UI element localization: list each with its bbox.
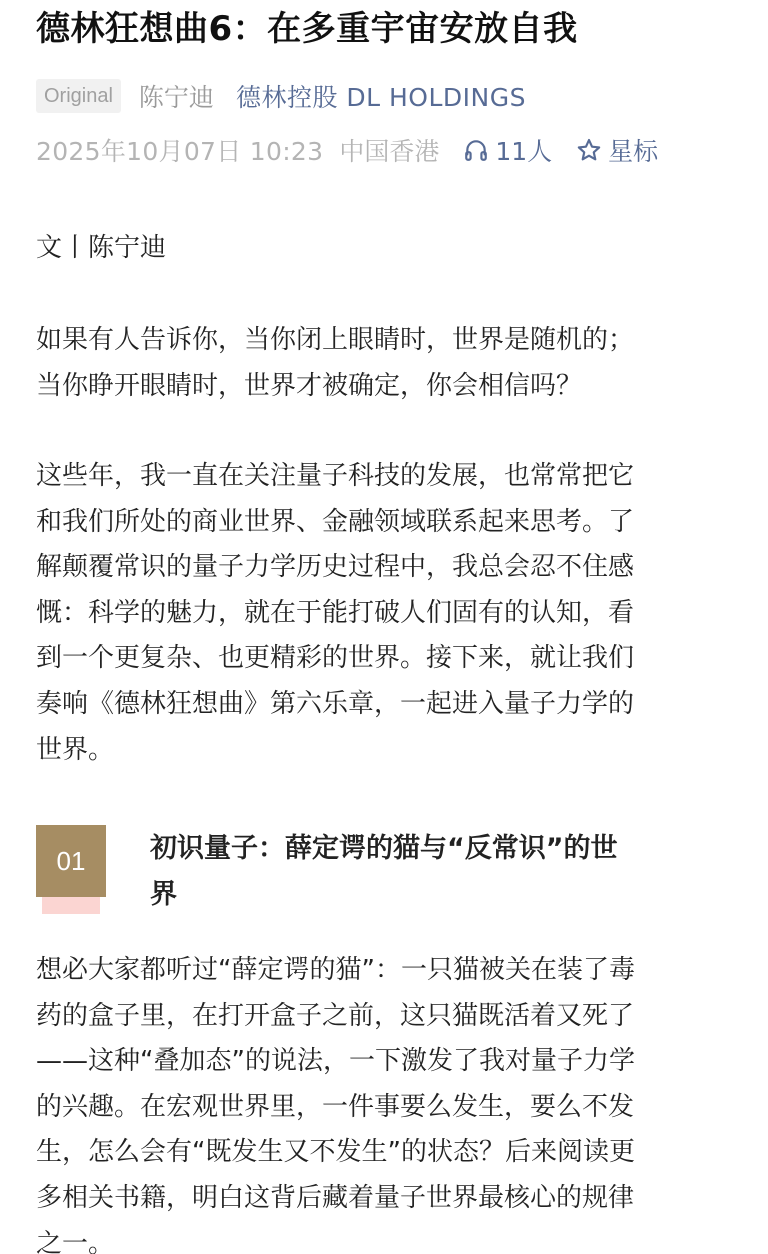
section-number-badge: 01	[36, 825, 106, 897]
star-button[interactable]	[576, 132, 658, 168]
section-number-accent	[42, 897, 100, 914]
star-label: 星标	[608, 137, 659, 166]
paragraph-line: 解颠覆常识的量子力学历史过程中，我总会忍不住感	[36, 552, 635, 583]
paragraph-line: 到一个更复杂、也更精彩的世界。接下来，就让我们	[36, 643, 635, 674]
star-outline-icon	[576, 137, 602, 163]
paragraph-line: 之一。	[36, 1228, 115, 1254]
publish-location: 中国香港	[339, 137, 440, 166]
paragraph-context	[36, 454, 736, 773]
paragraph-line: 药的盒子里，在打开盒子之前，这只猫既活着又死了	[36, 1000, 635, 1031]
original-badge: Original	[36, 79, 121, 113]
section-heading-line: 初识量子：薛定谔的猫与“反常识”的世	[150, 833, 618, 864]
paragraph-line: 慨：科学的魅力，就在于能打破人们固有的认知，看	[36, 597, 635, 628]
article-byline: 文丨陈宁迪	[36, 233, 167, 263]
paragraph-line: 如果有人告诉你，当你闭上眼睛时，世界是随机的；	[36, 325, 635, 355]
paragraph-line: 奏响《德林狂想曲》第六乐章，一起进入量子力学的	[36, 688, 635, 719]
account-name-link[interactable]: 德林控股 DL HOLDINGS	[235, 83, 526, 112]
listen-button[interactable]	[463, 132, 552, 168]
article-meta-date-row	[36, 130, 658, 170]
section-heading	[150, 826, 730, 918]
headphones-icon	[463, 137, 489, 163]
paragraph-line: ——这种“叠加态”的说法，一下激发了我对量子力学	[36, 1046, 635, 1077]
author-name: 陈宁迪	[138, 83, 214, 112]
paragraph-intro	[36, 318, 736, 409]
listen-count: 11人	[495, 137, 553, 166]
paragraph-line: 多相关书籍，明白这背后藏着量子世界最核心的规律	[36, 1182, 635, 1213]
paragraph-line: 世界。	[36, 734, 115, 765]
paragraph-line: 这些年，我一直在关注量子科技的发展，也常常把它	[36, 461, 635, 491]
article-meta-author-row	[36, 78, 526, 114]
publish-date: 2025年10月07日 10:23	[36, 137, 324, 166]
paragraph-line: 生，怎么会有“既发生又不发生”的状态？后来阅读更	[36, 1137, 635, 1168]
paragraph-schrodinger	[36, 948, 736, 1254]
paragraph-line: 想必大家都听过“薛定谔的猫”：一只猫被关在装了毒	[36, 955, 635, 985]
paragraph-line: 的兴趣。在宏观世界里，一件事要么发生，要么不发	[36, 1091, 635, 1122]
paragraph-line: 当你睁开眼睛时，世界才被确定，你会相信吗？	[36, 370, 583, 401]
paragraph-line: 和我们所处的商业世界、金融领域联系起来思考。了	[36, 506, 635, 537]
article-title: 德林狂想曲6：在多重宇宙安放自我	[36, 9, 578, 49]
section-heading-line: 界	[150, 879, 177, 910]
